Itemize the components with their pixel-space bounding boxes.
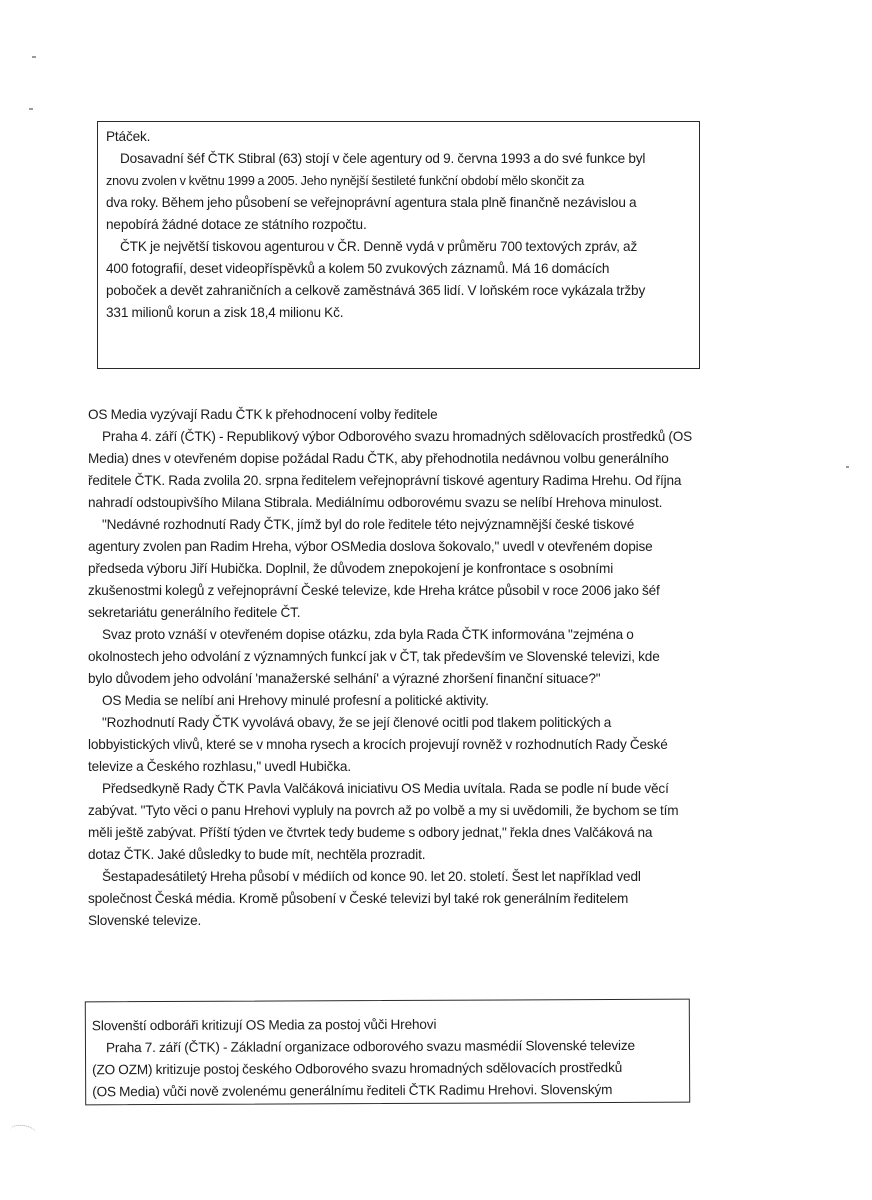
text-line: dva roky. Během jeho působení se veřejnoprávní agentura stala plně finančně nezávislou a (106, 195, 637, 210)
text-line: (ZO OZM) kritizuje postoj českého Odborového svazu hromadných sdělovacích prostředků (92, 1059, 623, 1078)
text-line: televize a Českého rozhlasu," uvedl Hubička. (88, 759, 351, 774)
text-line: Media) dnes v otevřeném dopise požádal Radu ČTK, aby přehodnotila nedávnou volbu generálního (88, 451, 669, 466)
text-line: předseda výboru Jiří Hubička. Doplnil, že důvodem znepokojení je konfrontace s osobními (88, 561, 614, 576)
text-line: sekretariátu generálního ředitele ČT. (88, 605, 301, 620)
boxed-excerpt-top (97, 121, 700, 369)
text-line: nahradí odstoupivšího Milana Stibrala. Mediálnímu odborovému svazu se nelíbí Hrehova minulost. (88, 495, 663, 510)
text-line: lobbyistických vlivů, které se v mnoha rysech a krocích projevují rovněž v rozhodnutích Rady České (88, 737, 668, 752)
text-line: poboček a devět zahraničních a celkově zaměstnává 365 lidí. V loňském roce vykázala tržby (106, 283, 646, 298)
box-headline: Slovenští odboráři kritizují OS Media za postoj vůči Hrehovi (91, 1016, 437, 1034)
scan-speck (32, 56, 36, 58)
text-line: Svaz proto vznáší v otevřeném dopise otázku, zda byla Rada ČTK informována "zejména o (102, 627, 634, 642)
text-line: Praha 7. září (ČTK) - Základní organizace odborového svazu masmédií Slovenské televize (105, 1037, 635, 1056)
text-line: nepobírá žádné dotace ze státního rozpočtu. (106, 217, 367, 232)
box-bottom-text (92, 1013, 689, 1104)
box-top-text (106, 126, 699, 324)
boxed-excerpt-bottom (85, 999, 690, 1106)
text-line: bylo důvodem jeho odvolání 'manažerské selhání' a výrazné zhoršení finanční situace?" (88, 671, 601, 686)
text-line: znovu zvolen v květnu 1999 a 2005. Jeho nynější šestileté funkční období mělo skončit za (106, 174, 585, 188)
text-line: měli ještě zabývat. Příští týden ve čtvrtek tedy budeme s odbory jednat," řekla dnes Valčáková na (88, 825, 653, 840)
text-line: okolnostech jeho odvolání z významných funkcí jak v ČT, tak především ve Slovenské televizi, kde (88, 649, 660, 664)
text-line: Předsedkyně Rady ČTK Pavla Valčáková iniciativu OS Media uvítala. Rada se podle ní bude věcí (102, 781, 669, 796)
text-line: agentury zvolen pan Radim Hreha, výbor OSMedia doslova šokovalo," uvedl v otevřeném dopise (88, 539, 653, 554)
text-line: ČTK je největší tiskovou agenturou v ČR. Denně vydá v průměru 700 textových zpráv, až (120, 239, 638, 254)
scan-speck (29, 108, 33, 110)
text-line: dotaz ČTK. Jaké důsledky to bude mít, nechtěla prozradit. (88, 847, 426, 862)
text-line: "Rozhodnutí Rady ČTK vyvolává obavy, že se její členové ocitli pod tlakem politických a (102, 715, 612, 730)
text-line: společnost Česká média. Kromě působení v České televizi byl také rok generálním ředitelem (88, 891, 629, 906)
text-line: Praha 4. září (ČTK) - Republikový výbor Odborového svazu hromadných sdělovacích prostředků (OS (102, 429, 693, 444)
text-line: "Nedávné rozhodnutí Rady ČTK, jímž byl do role ředitele této nejvýznamnější české tiskové (102, 517, 635, 532)
text-line: OS Media se nelíbí ani Hrehovy minulé profesní a politické aktivity. (102, 693, 489, 708)
scan-speck (846, 466, 849, 468)
article-headline: OS Media vyzývají Radu ČTK k přehodnocení volby ředitele (88, 407, 438, 422)
text-line: Dosavadní šéf ČTK Stibral (63) stojí v čele agentury od 9. června 1993 a do své funkce byl (120, 151, 646, 166)
text-line: Ptáček. (106, 129, 151, 144)
text-line: Šestapadesátiletý Hreha působí v médiích od konce 90. let 20. století. Šest let například vedl (102, 869, 641, 884)
scan-mark (9, 1123, 37, 1139)
text-line: zkušenostmi kolegů z veřejnoprávní České televize, kde Hreha krátce působil v roce 2006 jako šéf (88, 583, 660, 598)
article-main (88, 404, 778, 932)
text-line: ředitele ČTK. Rada zvolila 20. srpna ředitelem veřejnoprávní tiskové agentury Radima Hrehu. Od října (88, 473, 682, 488)
text-line: 400 fotografií, deset videopříspěvků a kolem 50 zvukových záznamů. Má 16 domácích (106, 261, 610, 276)
text-line: (OS Media) vůči nově zvolenému generálnímu řediteli ČTK Radimu Hrehovi. Slovenským (92, 1082, 613, 1100)
text-line: zabývat. "Tyto věci o panu Hrehovi vypluly na povrch až po volbě a my si uvědomili, že bychom se tím (88, 803, 679, 818)
text-line: Slovenské televize. (88, 913, 202, 928)
text-line: 331 milionů korun a zisk 18,4 milionu Kč. (106, 305, 344, 320)
